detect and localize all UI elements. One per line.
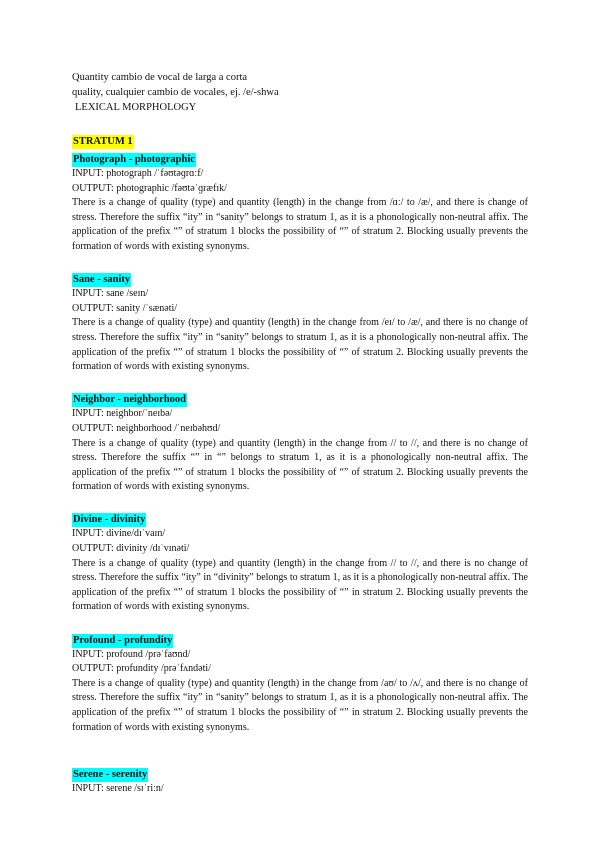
section-heading: Neighbor - neighborhood bbox=[73, 394, 186, 406]
input-line: INPUT: photograph /ˈfəʊtəɡrɑːf/ bbox=[72, 168, 204, 179]
section-heading: Divine - divinity bbox=[73, 514, 146, 526]
section-heading: Serene - serenity bbox=[73, 769, 148, 781]
output-line: OUTPUT: divinity /dɪˈvɪnəti/ bbox=[72, 543, 190, 555]
section-profound bbox=[72, 630, 528, 736]
document-title: LEXICAL MORPHOLOGY bbox=[75, 102, 197, 113]
output-line: OUTPUT: photographic /fəʊtəˈɡræfɪk/ bbox=[72, 182, 227, 194]
header-line-1: Quantity cambio de vocal de larga a corta bbox=[72, 72, 248, 83]
output-line: OUTPUT: sanity /ˈsænəti/ bbox=[72, 302, 178, 314]
stratum-heading: STRATUM 1 bbox=[73, 136, 133, 147]
document-body bbox=[72, 70, 528, 797]
section-neighbor bbox=[72, 389, 528, 495]
section-heading: Profound - profundity bbox=[73, 634, 173, 646]
input-line: INPUT: serene /sɪˈriːn/ bbox=[72, 783, 164, 795]
explanation-paragraph: There is a change of quality (type) and quantity (length) in the change from /eɪ/ to /æ/, and there is no change of stress. Therefore the suffix “ity” in “sanity” belongs to stratum 1, as it is a phonologically non-neutral affix. The application of the prefix “” of stratum 1 blocks the possibility of “” of stratum 2. Blocking usually prevents the formation of words with existing synonyms. bbox=[72, 317, 528, 373]
header-line-2: quality, cualquier cambio de vocales, ej. /e/-shwa bbox=[72, 87, 279, 98]
output-line: OUTPUT: profundity /prəˈfʌndəti/ bbox=[72, 663, 211, 675]
section-photograph bbox=[72, 149, 528, 255]
section-heading: Sane - sanity bbox=[73, 274, 131, 286]
section-sane bbox=[72, 269, 528, 375]
explanation-paragraph: There is a change of quality (type) and quantity (length) in the change from /ɑː/ to /æ/, and there is change of stress. Therefore the suffix “ity” in “sanity” belongs to stratum 1, as it is a phonologically non-neutral affix. The application of the prefix “” of stratum 1 blocks the possibility of “” of stratum 2. Blocking usually prevents the formation of words with existing synonyms. bbox=[72, 197, 528, 252]
input-line: INPUT: divine/dɪˈvaɪn/ bbox=[72, 528, 166, 540]
input-line: INPUT: profound /prəˈfaʊnd/ bbox=[72, 648, 191, 660]
section-serene bbox=[72, 764, 528, 797]
input-line: INPUT: neighbor/ˈneɪbə/ bbox=[72, 408, 173, 420]
explanation-paragraph: There is a change of quality (type) and quantity (length) in the change from // to //, and there is no change of stress. Therefore the suffix “” in “” belongs to stratum 1, as it is a phonologically non-neutral affix. The application of the prefix “” of stratum 1 blocks the possibility of “” of stratum 2. Blocking usually prevents the formation of words with existing synonyms. bbox=[72, 437, 528, 493]
input-line: INPUT: sane /seɪn/ bbox=[72, 288, 149, 300]
output-line: OUTPUT: neighborhood /ˈneɪbəhʊd/ bbox=[72, 422, 221, 434]
section-divine bbox=[72, 509, 528, 615]
explanation-paragraph: There is a change of quality (type) and quantity (length) in the change from // to //, and there is no change of stress. Therefore the suffix “ity” in “divinity” belongs to stratum 1, as it is a phonologically non-neutral affix. The application of the prefix “” of stratum 1 blocks the possibility of “” in stratum 2. Blocking usually prevents the formation of words with existing synonyms. bbox=[72, 557, 528, 613]
explanation-paragraph: There is a change of quality (type) and quantity (length) in the change from /aʊ/ to /ʌ/, and there is no change of stress. Therefore the suffix “ity” in “sanity” belongs to stratum 1, as it is a phonologically non-neutral affix. The application of the prefix “” of stratum 1 blocks the possibility of “” in stratum 2. Blocking usually prevents the formation of words with existing synonyms. bbox=[72, 677, 528, 733]
section-heading: Photograph - photographic bbox=[73, 154, 195, 165]
